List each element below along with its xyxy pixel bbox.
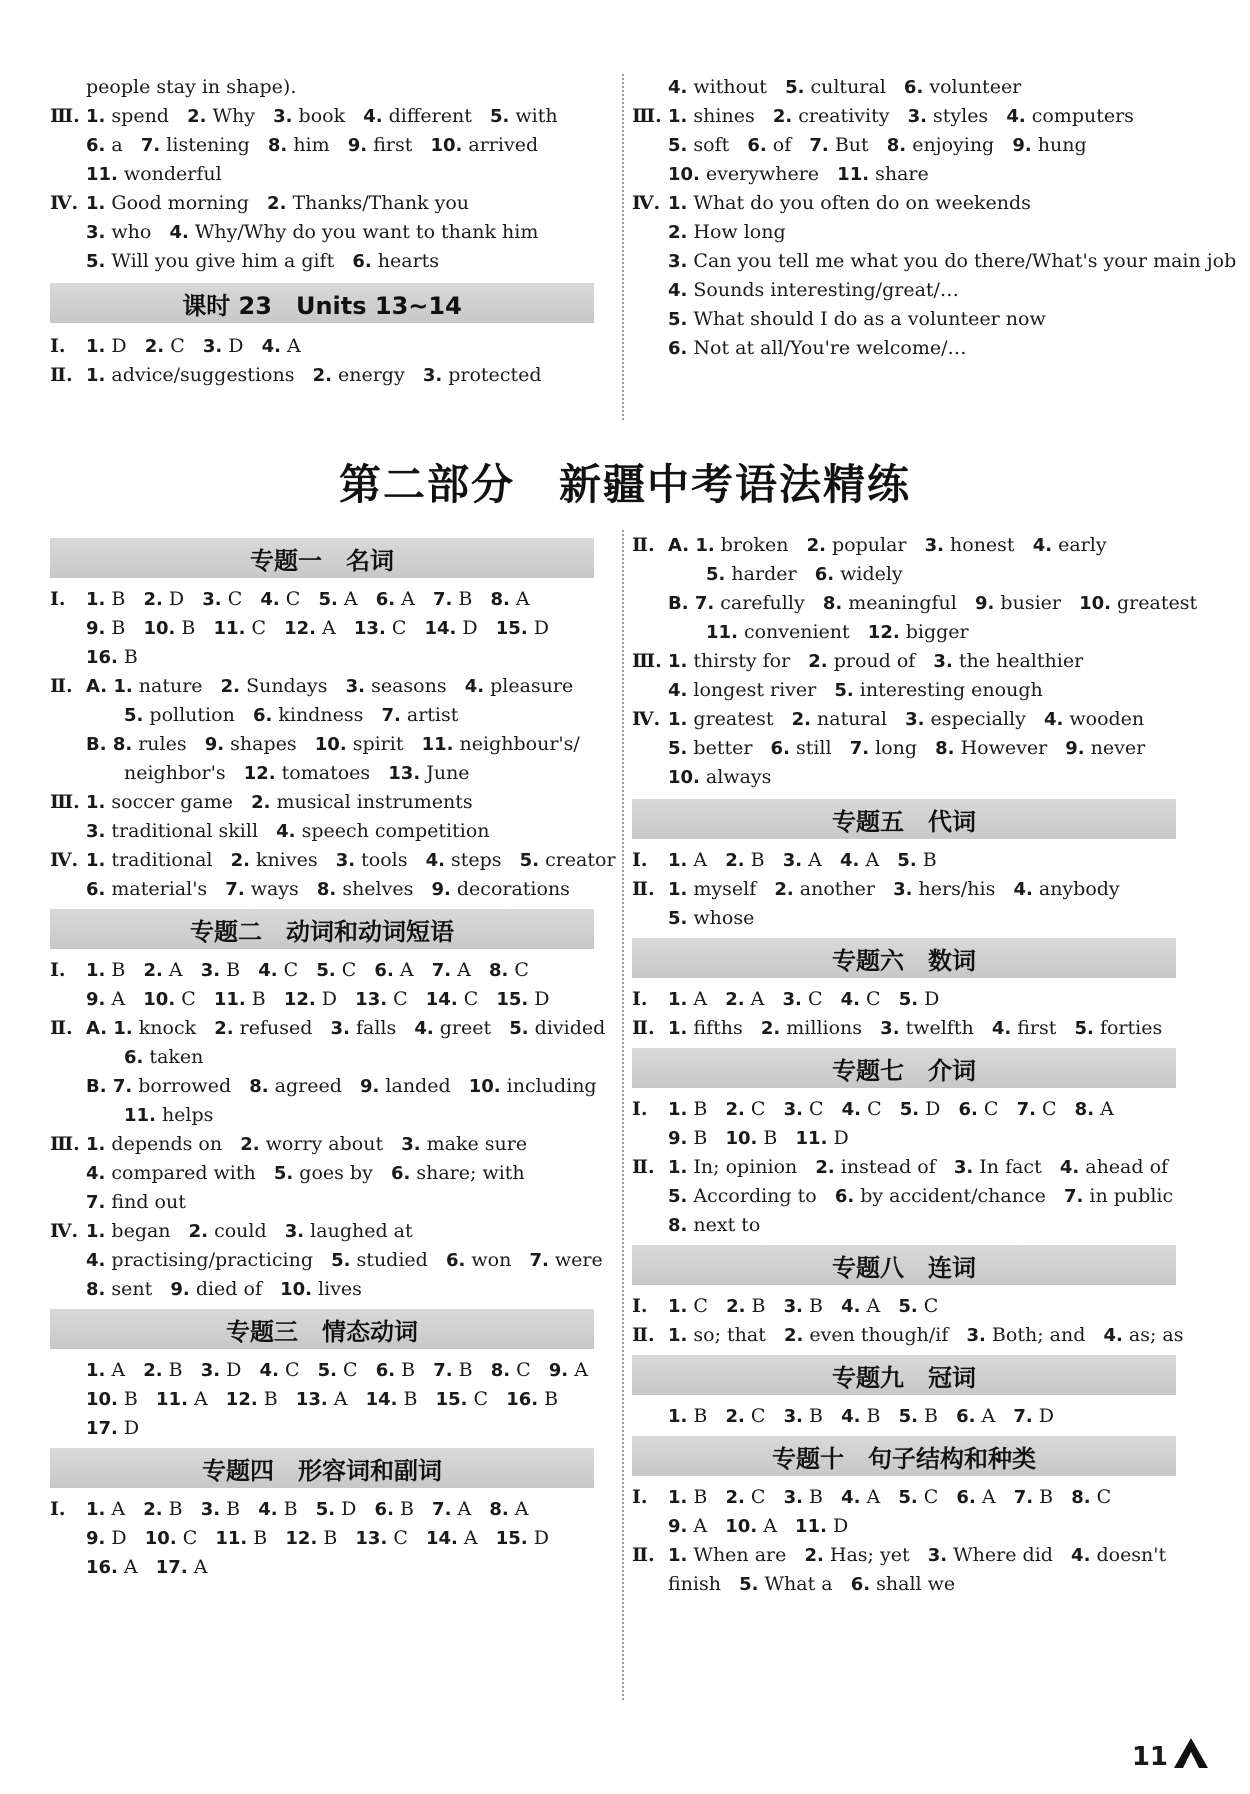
section-heading-right-6: 专题六 数词	[632, 938, 1176, 978]
roman-numeral: Ⅱ.	[632, 1324, 655, 1346]
answer-text: 1. advice/suggestions 2. energy 3. protected	[86, 364, 542, 386]
roman-numeral: Ⅱ.	[632, 1544, 655, 1566]
answer-text: 1. What do you often do on weekends	[668, 192, 1031, 214]
answer-text: 1. so; that 2. even though/if 3. Both; and 4. as; as	[668, 1324, 1184, 1346]
roman-numeral: Ⅱ.	[50, 675, 73, 697]
answer-text: 5. According to 6. by accident/chance 7. in public	[668, 1185, 1174, 1207]
answer-text: 1. B 2. C 3. C 4. C 5. D 6. C 7. C 8. A	[668, 1098, 1114, 1120]
answer-text: neighbor's 12. tomatoes 13. June	[86, 762, 470, 784]
column-divider-bottom	[622, 530, 624, 1700]
section-heading-4: 专题四 形容词和副词	[50, 1448, 594, 1488]
roman-numeral: Ⅱ.	[632, 878, 655, 900]
section-heading-lesson23: 课时 23 Units 13~14	[50, 283, 594, 323]
answer-text: 5. What should I do as a volunteer now	[668, 308, 1046, 330]
roman-numeral: Ⅲ.	[50, 791, 80, 813]
roman-numeral: Ⅰ.	[50, 1498, 66, 1520]
answer-text: B. 8. rules 9. shapes 10. spirit 11. neighbour's/	[86, 733, 580, 755]
roman-numeral: Ⅰ.	[632, 1295, 648, 1317]
answer-text: 1. A 2. B 3. A 4. A 5. B	[668, 849, 937, 871]
answer-text: 5. harder 6. widely	[706, 563, 903, 585]
answer-text: 1. depends on 2. worry about 3. make sure	[86, 1133, 528, 1155]
answer-text: A. 1. knock 2. refused 3. falls 4. greet 5. divided	[86, 1017, 606, 1039]
answer-text: A. 1. nature 2. Sundays 3. seasons 4. pleasure	[86, 675, 574, 697]
answer-text: 1. began 2. could 3. laughed at	[86, 1220, 413, 1242]
answer-text: 1. B 2. C 3. B 4. A 5. C 6. A 7. B 8. C	[668, 1486, 1112, 1508]
answer-text: 1. A 2. B 3. B 4. B 5. D 6. B 7. A 8. A	[86, 1498, 529, 1520]
answer-text: 4. without 5. cultural 6. volunteer	[668, 76, 1022, 98]
roman-numeral: Ⅰ.	[632, 849, 648, 871]
answer-text: 1. shines 2. creativity 3. styles 4. computers	[668, 105, 1134, 127]
section-heading-right-10: 专题十 句子结构和种类	[632, 1436, 1176, 1476]
answer-text: 6. Not at all/You're welcome/…	[668, 337, 967, 359]
section-heading-right-8: 专题八 连词	[632, 1245, 1176, 1285]
answer-text: 6. taken	[124, 1046, 204, 1068]
section-heading-2: 专题二 动词和动词短语	[50, 909, 594, 949]
roman-numeral: Ⅰ.	[50, 588, 66, 610]
roman-numeral: Ⅲ.	[50, 105, 80, 127]
answer-text: 16. A 17. A	[86, 1556, 208, 1578]
answer-text: 1. D 2. C 3. D 4. A	[86, 335, 301, 357]
answer-text: 1. A 2. B 3. D 4. C 5. C 6. B 7. B 8. C 9. A	[86, 1359, 588, 1381]
publisher-logo-icon	[1172, 1736, 1210, 1770]
answer-text: 9. A 10. A 11. D	[668, 1515, 849, 1537]
roman-numeral: Ⅰ.	[632, 1486, 648, 1508]
answer-text: 17. D	[86, 1417, 140, 1439]
answer-text: 8. sent 9. died of 10. lives	[86, 1278, 362, 1300]
roman-numeral: Ⅱ.	[632, 1017, 655, 1039]
roman-numeral: Ⅲ.	[632, 650, 662, 672]
answer-text: 5. whose	[668, 907, 755, 929]
answer-text: 11. convenient 12. bigger	[706, 621, 969, 643]
answer-text: 5. better 6. still 7. long 8. However 9. never	[668, 737, 1146, 759]
roman-numeral: Ⅳ.	[50, 192, 79, 214]
answer-text: 1. In; opinion 2. instead of 3. In fact 4. ahead of	[668, 1156, 1169, 1178]
answer-text: 9. D 10. C 11. B 12. B 13. C 14. A 15. D	[86, 1527, 549, 1549]
answer-text: 1. B 2. D 3. C 4. C 5. A 6. A 7. B 8. A	[86, 588, 530, 610]
roman-numeral: Ⅱ.	[632, 534, 655, 556]
answer-text: 3. who 4. Why/Why do you want to thank him	[86, 221, 539, 243]
part-title: 第二部分 新疆中考语法精练	[338, 460, 911, 509]
roman-numeral: Ⅳ.	[632, 708, 661, 730]
roman-numeral: Ⅱ.	[632, 1156, 655, 1178]
answer-text: 10. B 11. A 12. B 13. A 14. B 15. C 16. B	[86, 1388, 559, 1410]
answer-text: 1. fifths 2. millions 3. twelfth 4. first 5. forties	[668, 1017, 1163, 1039]
answer-text: 1. C 2. B 3. B 4. A 5. C	[668, 1295, 939, 1317]
answer-text: 1. spend 2. Why 3. book 4. different 5. with	[86, 105, 558, 127]
answer-text: 11. helps	[124, 1104, 214, 1126]
answer-text: 1. traditional 2. knives 3. tools 4. steps 5. creator	[86, 849, 616, 871]
answer-text: 6. material's 7. ways 8. shelves 9. decorations	[86, 878, 570, 900]
roman-numeral: Ⅰ.	[632, 1098, 648, 1120]
answer-text: A. 1. broken 2. popular 3. honest 4. early	[668, 534, 1107, 556]
answer-text: 1. soccer game 2. musical instruments	[86, 791, 473, 813]
roman-numeral: Ⅲ.	[50, 1133, 80, 1155]
answer-text: 5. Will you give him a gift 6. hearts	[86, 250, 440, 272]
answer-text: 2. How long	[668, 221, 786, 243]
answer-text: 9. B 10. B 11. D	[668, 1127, 849, 1149]
roman-numeral: Ⅳ.	[50, 849, 79, 871]
answer-text: 9. B 10. B 11. C 12. A 13. C 14. D 15. D	[86, 617, 549, 639]
answer-text: 1. A 2. A 3. C 4. C 5. D	[668, 988, 940, 1010]
answer-text: 16. B	[86, 646, 138, 668]
answer-text: 3. traditional skill 4. speech competition	[86, 820, 490, 842]
answer-text: 3. Can you tell me what you do there/What's your main job	[668, 250, 1237, 272]
answer-text: 4. longest river 5. interesting enough	[668, 679, 1043, 701]
answer-text: 1. Good morning 2. Thanks/Thank you	[86, 192, 470, 214]
answer-text: 1. thirsty for 2. proud of 3. the healthier	[668, 650, 1084, 672]
section-heading-right-7: 专题七 介词	[632, 1048, 1176, 1088]
column-divider-top	[622, 74, 624, 420]
section-heading-3: 专题三 情态动词	[50, 1309, 594, 1349]
section-heading-right-5: 专题五 代词	[632, 799, 1176, 839]
answer-text: 1. myself 2. another 3. hers/his 4. anybody	[668, 878, 1120, 900]
answer-text: 5. soft 6. of 7. But 8. enjoying 9. hung	[668, 134, 1087, 156]
answer-text: B. 7. carefully 8. meaningful 9. busier 10. greatest	[668, 592, 1198, 614]
answer-text: 6. a 7. listening 8. him 9. first 10. arrived	[86, 134, 539, 156]
section-heading-1: 专题一 名词	[50, 538, 594, 578]
answer-text: 7. find out	[86, 1191, 186, 1213]
page-number: 11	[1131, 1742, 1168, 1772]
answer-text: 4. Sounds interesting/great/…	[668, 279, 959, 301]
roman-numeral: Ⅲ.	[632, 105, 662, 127]
roman-numeral: Ⅱ.	[50, 1017, 73, 1039]
answer-text: people stay in shape).	[86, 76, 297, 98]
roman-numeral: Ⅳ.	[50, 1220, 79, 1242]
roman-numeral: Ⅰ.	[50, 959, 66, 981]
answer-text: 1. B 2. C 3. B 4. B 5. B 6. A 7. D	[668, 1405, 1054, 1427]
answer-text: 1. greatest 2. natural 3. especially 4. wooden	[668, 708, 1145, 730]
answer-text: 10. always	[668, 766, 772, 788]
answer-text: finish 5. What a 6. shall we	[668, 1573, 956, 1595]
answer-text: 4. practising/practicing 5. studied 6. won 7. were	[86, 1249, 603, 1271]
answer-text: B. 7. borrowed 8. agreed 9. landed 10. including	[86, 1075, 597, 1097]
roman-numeral: Ⅰ.	[50, 335, 66, 357]
answer-text: 8. next to	[668, 1214, 761, 1236]
section-heading-right-9: 专题九 冠词	[632, 1355, 1176, 1395]
answer-text: 4. compared with 5. goes by 6. share; with	[86, 1162, 525, 1184]
answer-text: 1. When are 2. Has; yet 3. Where did 4. doesn't	[668, 1544, 1167, 1566]
roman-numeral: Ⅱ.	[50, 364, 73, 386]
roman-numeral: Ⅳ.	[632, 192, 661, 214]
roman-numeral: Ⅰ.	[632, 988, 648, 1010]
answer-text: 5. pollution 6. kindness 7. artist	[124, 704, 459, 726]
answer-text: 10. everywhere 11. share	[668, 163, 929, 185]
answer-text: 1. B 2. A 3. B 4. C 5. C 6. A 7. A 8. C	[86, 959, 529, 981]
answer-text: 11. wonderful	[86, 163, 222, 185]
answer-text: 9. A 10. C 11. B 12. D 13. C 14. C 15. D	[86, 988, 550, 1010]
